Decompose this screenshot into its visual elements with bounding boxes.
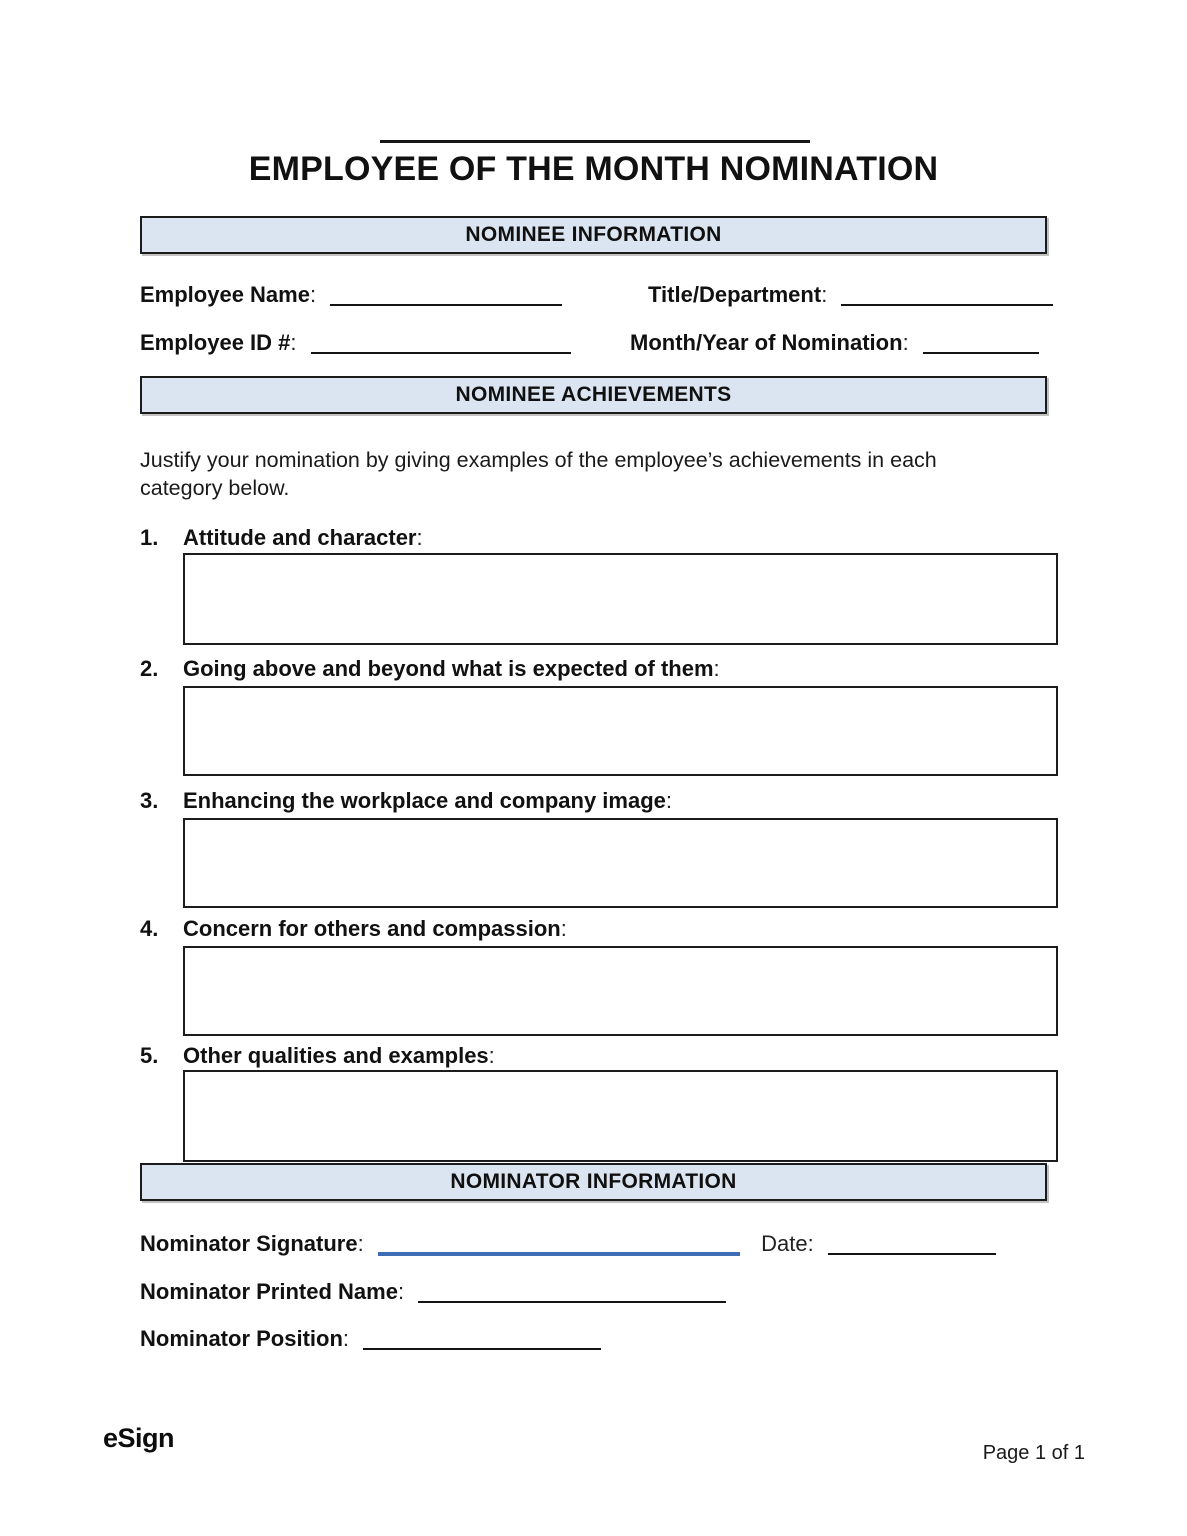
title-department-line[interactable] xyxy=(841,290,1053,306)
colon: : xyxy=(488,1043,495,1068)
achievement-box-5[interactable] xyxy=(183,1070,1058,1162)
achievement-box-1[interactable] xyxy=(183,553,1058,645)
section-header-nominee-information: NOMINEE INFORMATION xyxy=(140,216,1047,254)
title-department-label: Title/Department xyxy=(648,282,822,307)
nominator-printed-name-line[interactable] xyxy=(418,1287,726,1303)
achievement-box-2[interactable] xyxy=(183,686,1058,776)
achievement-item-3 xyxy=(140,788,672,814)
field-row-month-year xyxy=(630,330,1039,356)
employee-name-line[interactable] xyxy=(330,290,562,306)
section-header-nominee-achievements: NOMINEE ACHIEVEMENTS xyxy=(140,376,1047,414)
page-indicator: Page 1 of 1 xyxy=(982,1442,1085,1464)
colon: : xyxy=(397,1279,405,1304)
field-row-nominator-signature xyxy=(140,1231,996,1257)
colon: : xyxy=(807,1231,814,1256)
achievement-box-3[interactable] xyxy=(183,818,1058,908)
month-year-label: Month/Year of Nomination xyxy=(630,330,903,355)
field-row-employee-name xyxy=(140,282,562,308)
instructions-text: Justify your nomination by giving examples of the employee’s achievements in each category below. xyxy=(140,448,937,500)
colon: : xyxy=(357,1231,364,1256)
esign-logo: eSign xyxy=(103,1423,175,1453)
nominator-position-line[interactable] xyxy=(363,1334,601,1350)
employee-id-label: Employee ID # xyxy=(140,330,291,355)
field-row-nominator-printed-name xyxy=(140,1279,726,1305)
item-label: Enhancing the workplace and company image xyxy=(183,788,666,813)
colon: : xyxy=(560,916,567,941)
colon: : xyxy=(821,282,828,307)
achievement-item-5 xyxy=(140,1043,495,1069)
nominator-position-label: Nominator Position xyxy=(140,1326,343,1351)
item-label: Attitude and character xyxy=(183,525,417,550)
section-header-nominator-information: NOMINATOR INFORMATION xyxy=(140,1163,1047,1201)
colon: : xyxy=(713,656,720,681)
item-number: 5. xyxy=(140,1043,159,1068)
employee-name-label: Employee Name xyxy=(140,282,310,307)
nominator-printed-name-label: Nominator Printed Name xyxy=(140,1279,398,1304)
date-label: Date xyxy=(761,1231,808,1256)
colon: : xyxy=(902,330,909,355)
page-title: EMPLOYEE OF THE MONTH NOMINATION xyxy=(248,150,939,188)
employee-id-line[interactable] xyxy=(311,338,571,354)
item-number: 3. xyxy=(140,788,159,813)
item-number: 1. xyxy=(140,525,159,550)
field-row-title-department xyxy=(648,282,1053,308)
achievement-item-1 xyxy=(140,525,423,551)
date-line[interactable] xyxy=(828,1239,996,1255)
month-year-line[interactable] xyxy=(923,338,1039,354)
colon: : xyxy=(665,788,673,813)
title-top-rule xyxy=(380,140,810,143)
item-label: Other qualities and examples xyxy=(183,1043,489,1068)
colon: : xyxy=(309,282,317,307)
achievement-item-2 xyxy=(140,656,720,682)
field-row-employee-id xyxy=(140,330,571,356)
nominator-signature-label: Nominator Signature xyxy=(140,1231,358,1256)
item-number: 4. xyxy=(140,916,159,941)
achievement-box-4[interactable] xyxy=(183,946,1058,1036)
item-label: Going above and beyond what is expected of them xyxy=(183,656,714,681)
nominator-signature-field[interactable] xyxy=(378,1239,740,1256)
item-number: 2. xyxy=(140,656,159,681)
colon: : xyxy=(290,330,297,355)
colon: : xyxy=(342,1326,350,1351)
field-row-nominator-position xyxy=(140,1326,601,1352)
colon: : xyxy=(416,525,423,550)
achievement-item-4 xyxy=(140,916,567,942)
item-label: Concern for others and compassion xyxy=(183,916,561,941)
